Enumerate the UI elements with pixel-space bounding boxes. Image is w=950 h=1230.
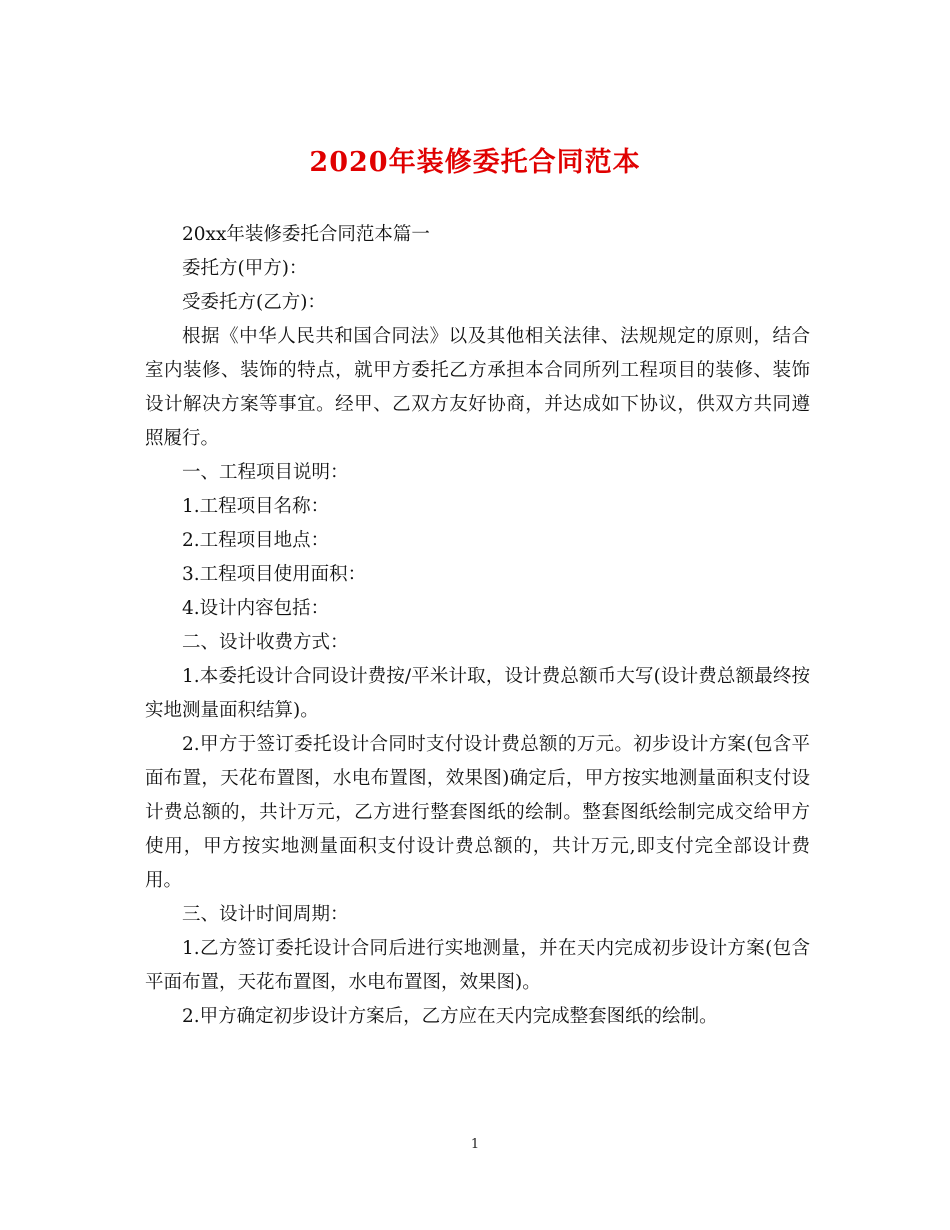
- clause-item: 2.甲方于签订委托设计合同时支付设计费总额的万元。初步设计方案(包含平面布置，天花布置图，水电布置图，效果图)确定后，甲方按实地测量面积支付设计费总额的，共计万元，乙方进行整套图纸的绘制。整套图纸绘制完成交给甲方使用，甲方按实地测量面积支付设计费总额的，共计万元,即支付完全部设计费用。: [145, 734, 810, 891]
- clause-heading-project: 一、工程项目说明：: [182, 462, 349, 483]
- document-body: [145, 218, 810, 1034]
- section-heading: 20xx年装修委托合同范本篇一: [182, 224, 430, 245]
- party-a-line: 委托方(甲方)：: [182, 258, 308, 279]
- clause-item: 2.工程项目地点：: [182, 530, 330, 551]
- clause-item: 3.工程项目使用面积：: [182, 564, 367, 585]
- preamble-paragraph: 根据《中华人民共和国合同法》以及其他相关法律、法规规定的原则，结合室内装修、装饰的特点，就甲方委托乙方承担本合同所列工程项目的装修、装饰设计解决方案等事宜。经甲、乙双方友好协商，并达成如下协议，供双方共同遵照履行。: [145, 326, 810, 449]
- clause-item: 1.工程项目名称：: [182, 496, 330, 517]
- clause-item: 2.甲方确定初步设计方案后，乙方应在天内完成整套图纸的绘制。: [182, 1006, 718, 1027]
- clause-heading-fee: 二、设计收费方式：: [182, 632, 349, 653]
- party-b-line: 受委托方(乙方)：: [182, 292, 326, 313]
- page-number: 1: [470, 1137, 480, 1152]
- clause-item: 1.本委托设计合同设计费按/平米计取，设计费总额币大写(设计费总额最终按实地测量面积结算)。: [145, 666, 810, 721]
- clause-heading-schedule: 三、设计时间周期：: [182, 904, 349, 925]
- clause-item: 1.乙方签订委托设计合同后进行实地测量，并在天内完成初步设计方案(包含平面布置，天花布置图，水电布置图，效果图)。: [145, 938, 810, 993]
- clause-item: 4.设计内容包括：: [182, 598, 330, 619]
- document-title: 2020年装修委托合同范本: [309, 147, 641, 178]
